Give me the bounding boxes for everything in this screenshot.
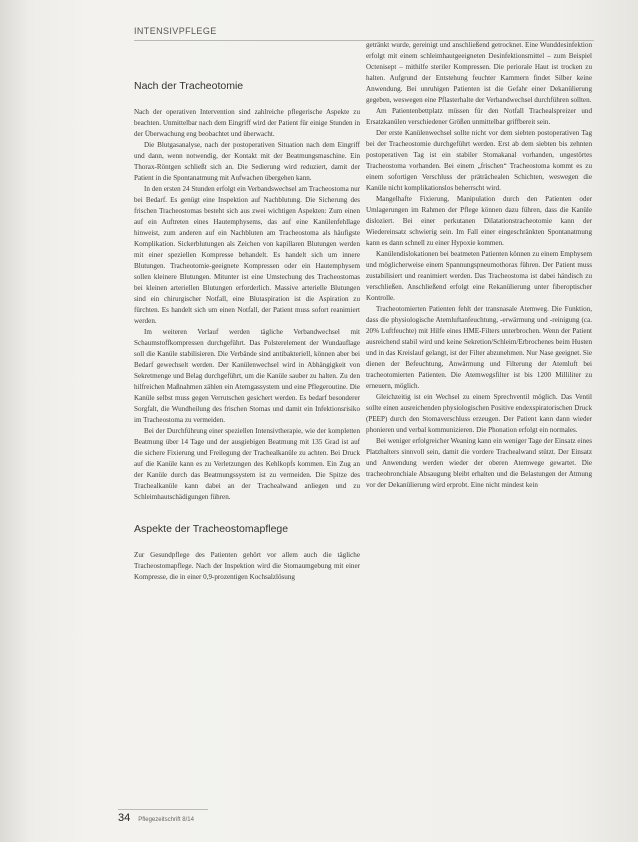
journal-name: Pflegezeitschrift 8/14	[138, 817, 194, 823]
paragraph: Gleichzeitig ist ein Wechsel zu einem Sprechventil möglich. Das Ventil sollte einen ausreichenden physiologischen Positive endexspiratorischen Druck (PEEP) durch den Stomaverschluss erzeugen. Der Patient kann dann wieder phonieren und verbal kommunizieren. Die Phonation erfolgt ein normales.	[366, 393, 592, 434]
section-heading-stoma-care: Aspekte der Tracheostomapflege	[134, 523, 289, 535]
paragraph: Nach der operativen Intervention sind zahlreiche pflegerische Aspekte zu beachten. Unmittelbar nach dem Eingriff wird der Patient für einige Stunden in der Überwachung eng beobachtet und überwacht.	[134, 108, 360, 138]
paragraph: Die Blutgasanalyse, nach der postoperativen Situation nach dem Eingriff und dann, wenn notwendig, der Kontakt mit der Beatmungsmaschine. Ein Thorax-Röntgen schließt sich an. Die Sedierung wird reduziert, damit der Patient in die Spontanatmung mit Aufwachen übergehen kann.	[134, 141, 360, 182]
right-column	[366, 40, 592, 491]
paragraph: Kanülendislokationen bei beatmeten Patienten können zu einem Emphysem und möglicherweise einem Spannungspneumothorax führen. Der Patient muss zustabilisiert und reanimiert werden. Das Tracheostoma ist dabei händisch zu verschließen. Anschließend erfolgt eine Rekanülierung unter fiberoptischer Kontrolle.	[366, 250, 592, 302]
paragraph: In den ersten 24 Stunden erfolgt ein Verbandswechsel am Tracheostoma nur bei Bedarf. Es genügt eine Inspektion auf Nachblutung. Die Sicherung des frischen Tracheostomas besteht sich aus zwei wichtigen Aspekten: Zum einen auf ein Auftreten eines Hautemphysems, das auf eine Kanülenfehllage hinweist, zum anderen auf ein Nachbluten am Tracheostoma als häufigste Komplikation. Sickerblutungen als Zeichen von kapillaren Blutungen werden mit einer speziellen Kompresse behandelt. Es handelt sich um innere Blutungen. Tracheotomie-geeignete Kompressen oder ein Hautemphysem sollen kleinere Blutungen. Mitunter ist eine Umstechung des Tracheostomas bei kleinen arteriellen Blutungen erforderlich. Massive arterielle Blutungen sind ein chirurgischer Notfall, eine Blutaspiration ist die Aspiration zu fürchten. Es handelt sich um einen Notfall, der Patient muss sofort reanimiert werden.	[134, 185, 360, 325]
section-header: INTENSIVPFLEGE	[134, 26, 217, 36]
left-column	[134, 80, 360, 583]
paragraph: Bei weniger erfolgreicher Weaning kann ein weniger Tage der Einsatz eines Platzhalters sinnvoll sein, damit die vordere Trachealwand stützt. Der Einsatz und Anwendung werden wieder der oberen Atemwege gewartet. Die tracheobronchiale Absaugung bleibt erhalten und die Belastungen der Atmung vor der Dekanülierung wird erprobt. Eine nicht mindest kein	[366, 437, 592, 489]
paragraph: Tracheotomierten Patienten fehlt der transnasale Atemweg. Die Funktion, dass die physiologische Atemluftanfeuchtung, -erwärmung und -reinigung (ca. 20% Luftfeuchte) mit Hilfe eines HME-Filters unterbrochen. Wenn der Patient ausreichend stabil wird und keine Sekretion/Schleim/Erbrochenes beim Husten und in das Kreislauf gelangt, ist der Filter abzunehmen. Nur Nase geeignet. Sie dienen der Befeuchtung, Anwärmung und Filterung der Atemluft bei tracheotomierten Patienten. Die Atemwegsfilter ist bis 1200 Milliliter zu erneuern, möglich.	[366, 305, 592, 390]
page-number: 34	[118, 812, 131, 824]
paragraph: Bei der Durchführung einer speziellen Intensivtherapie, wie der kompletten Beatmung über 14 Tage und der ausgiebigen Beatmung mit 135 Grad ist auf die sichere Fixierung und Freilegung der Trachealkanüle zu achten. Bei Druck auf die Kanüle kann es zu Verletzungen des Kehlkopfs kommen. Ein Zug an der Kanüle durch das Beatmungssystem ist zu vermeiden. Die Spitze des Trachealkanüle kann dabei an der Trachealwand anliegen und zu Schleimhautschädigungen führen.	[134, 427, 360, 501]
paragraph: Zur Gesundpflege des Patienten gehört vor allem auch die tägliche Tracheostomapflege. Nach der Inspektion wird die Stomaumgebung mit einer Kompresse, die in einer 0,9-prozentigen Kochsalzlösung	[134, 551, 360, 581]
paragraph: Am Patientenbettplatz müssen für den Notfall Trachealspreizer und Ersatzkanülen verschiedener Größen unmittelbar griffbereit sein.	[366, 107, 592, 126]
footer-divider	[118, 809, 208, 810]
paragraph: Der erste Kanülenwechsel sollte nicht vor dem siebten postoperativen Tag bei der Tracheostomie durchgeführt werden. Erst ab dem siebten bis zehnten postoperativen Tag ist ein stabiler Stomakanal vorhanden, ungestörtes Tracheostoma vorhanden. Bei einem „frischen“ Tracheostoma kommt es zu einem sofortigen Verschluss der präträchealen Schichten, weswegen die Kanüle nicht komplikationslos beherrscht wird.	[366, 129, 592, 192]
page-footer	[118, 812, 194, 824]
paragraph: Im weiteren Verlauf werden tägliche Verbandwechsel mit Schaumstoffkompressen durchgeführt. Das Polsterelement der Wundauflage soll die Kanüle stabilisieren. Die Verbände sind antibakteriell, können aber bei Bedarf gewechselt werden. Der Kanülenwechsel wird in Abhängigkeit von Sekretmenge und Belag durchgeführt, um die Kanüle sauber zu halten. Zu den hilfreichen Maßnahmen zählen ein Atemgassystem und eine Pflegeroutine. Die Kanüle selbst muss gegen Verrutschen gesichert werden. Es bedarf besonderer Sorgfalt, die Wundheilung des frischen Stomas und damit ein Infektionsrisiko im Tracheostoma zu vermeiden.	[134, 328, 360, 424]
paragraph: getränkt wurde, gereinigt und anschließend getrocknet. Eine Wunddesinfektion erfolgt mit einem schleimhautgeeigneten Desinfektionsmittel – zum Beispiel Octenisept – mithilfe steriler Kompressen. Die periorale Haut ist trocken zu halten. Aufgrund der Entstehung feuchter Kammern findet Silber keine Anwendung. Bei unruhigen Patienten ist die Gefahr einer Dekanülierung gegeben, weswegen eine Pflasterhalte der Verbandwechsel durchführen sollten.	[366, 41, 592, 104]
paragraph: Mangelhafte Fixierung, Manipulation durch den Patienten oder Umlagerungen im Rahmen der Pflege können dazu führen, dass die Kanüle disloziert. Bei einer perkutanen Dilatationstracheotomie kann der Wiedereinsatz schwierig sein. Im Fall einer eingeschränkten Spontanatmung kann es dann schnell zu einer Hypoxie kommen.	[366, 195, 592, 247]
section-heading-after-tracheotomy: Nach der Tracheotomie	[134, 80, 244, 92]
